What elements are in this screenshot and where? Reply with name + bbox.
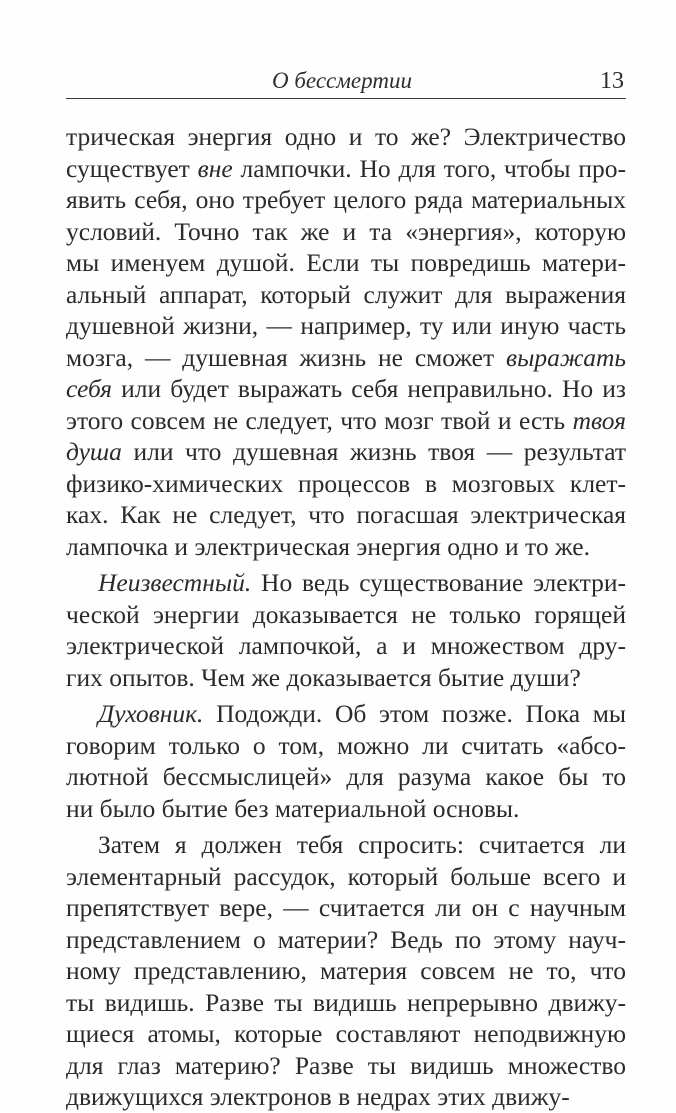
- text-line: [66, 730, 626, 762]
- text-line: [66, 405, 626, 437]
- text-line: [66, 793, 626, 825]
- text-run: для глаз материю? Разве ты видишь множество: [66, 1050, 626, 1080]
- text-run: условий. Точно так же и та «энергия», которую: [66, 216, 626, 246]
- text-run: гих опытов. Чем же доказывается бытие души?: [66, 662, 581, 692]
- text-run: лютной бессмыслицей» для разума какое бы то: [66, 762, 626, 791]
- text-run: лампочки. Но для того, чтобы про-: [232, 153, 626, 183]
- text-run: или будет выражать себя неправильно. Но из: [112, 374, 626, 403]
- text-line: [66, 567, 626, 599]
- text-line: [66, 1050, 626, 1082]
- italic-text: душа: [66, 437, 122, 466]
- text-line: [66, 1018, 626, 1050]
- text-run: ному представлению, материя совсем не то, что: [66, 956, 626, 985]
- text-run: представлением о материи? Ведь по этому науч-: [66, 924, 626, 954]
- text-run: мы именуем душой. Если ты повредишь матери-: [66, 248, 626, 277]
- text-run: электрической лампочкой, а и множеством дру-: [66, 631, 626, 660]
- text-line: [66, 310, 626, 342]
- text-line: [66, 184, 626, 216]
- text-line: [66, 987, 626, 1019]
- text-line: [66, 531, 626, 563]
- italic-text: выражать: [506, 342, 626, 372]
- text-run: Но ведь существование электри-: [251, 568, 626, 597]
- italic-text: Неизвестный.: [98, 568, 252, 597]
- text-line: [66, 761, 626, 793]
- text-line: [66, 892, 626, 924]
- text-run: лампочка и электрическая энергия одно и то же.: [66, 531, 590, 561]
- text-line: [66, 436, 626, 468]
- text-run: трическая энергия одно и то же? Электричество: [66, 122, 626, 151]
- paragraph: [66, 698, 626, 824]
- text-line: [66, 342, 626, 374]
- text-line: [66, 630, 626, 662]
- text-run: ты видишь. Разве ты видишь непрерывно движу-: [66, 987, 626, 1017]
- text-line: [66, 861, 626, 893]
- text-run: или что душевная жизнь твоя — результат: [121, 437, 626, 466]
- text-line: [66, 955, 626, 987]
- text-line: [66, 153, 626, 185]
- italic-text: твоя: [572, 405, 626, 435]
- text-line: [66, 924, 626, 956]
- italic-text: Духовник.: [98, 699, 204, 728]
- text-run: явить себя, оно требует целого ряда материальных: [66, 185, 626, 214]
- text-run: щиеся атомы, которые составляют неподвижную: [66, 1019, 626, 1048]
- text-run: элементарный рассудок, который больше всего и: [66, 861, 626, 891]
- text-run: душевной жизни, — например, ту или иную часть: [66, 311, 626, 340]
- page-number: 13: [600, 68, 624, 94]
- paragraph: [66, 121, 626, 562]
- text-run: ческой энергии доказывается не только горящей: [66, 599, 626, 629]
- text-run: физико-химических процессов в мозговых клет-: [66, 468, 626, 498]
- text-line: [66, 373, 626, 405]
- text-run: Затем я должен тебя спросить: считается ли: [98, 830, 626, 859]
- text-run: альный аппарат, который служит для выражения: [66, 279, 626, 309]
- text-line: [66, 247, 626, 279]
- text-line: [66, 662, 626, 694]
- text-line: [66, 468, 626, 500]
- text-run: препятствует вере, — считается ли он с научным: [66, 893, 626, 922]
- text-line: [66, 499, 626, 531]
- text-line: [66, 279, 626, 311]
- text-line: [66, 1081, 626, 1113]
- text-line: [66, 599, 626, 631]
- text-run: этого совсем не следует, что мозг твой и есть: [66, 405, 573, 435]
- text-line: [66, 829, 626, 861]
- text-run: ни было бытие без материальной основы.: [66, 793, 520, 823]
- text-line: [66, 216, 626, 248]
- text-run: движущихся электронов в недрах этих движу-: [66, 1082, 570, 1111]
- running-title: О бессмертии: [272, 68, 412, 93]
- text-run: мозга, — душевная жизнь не сможет: [66, 342, 506, 372]
- text-line: [66, 121, 626, 153]
- italic-text: вне: [197, 153, 233, 183]
- body-text: [66, 121, 626, 1113]
- italic-text: себя: [66, 374, 113, 403]
- paragraph: [66, 567, 626, 693]
- running-header: [66, 64, 626, 99]
- text-run: ках. Как не следует, что погасшая электрическая: [66, 500, 626, 529]
- text-run: говорим только о том, можно ли считать «абсо-: [66, 730, 626, 760]
- text-run: Подожди. Об этом позже. Пока мы: [203, 699, 626, 728]
- text-run: существует: [66, 153, 198, 183]
- paragraph: [66, 829, 626, 1113]
- text-line: [66, 698, 626, 730]
